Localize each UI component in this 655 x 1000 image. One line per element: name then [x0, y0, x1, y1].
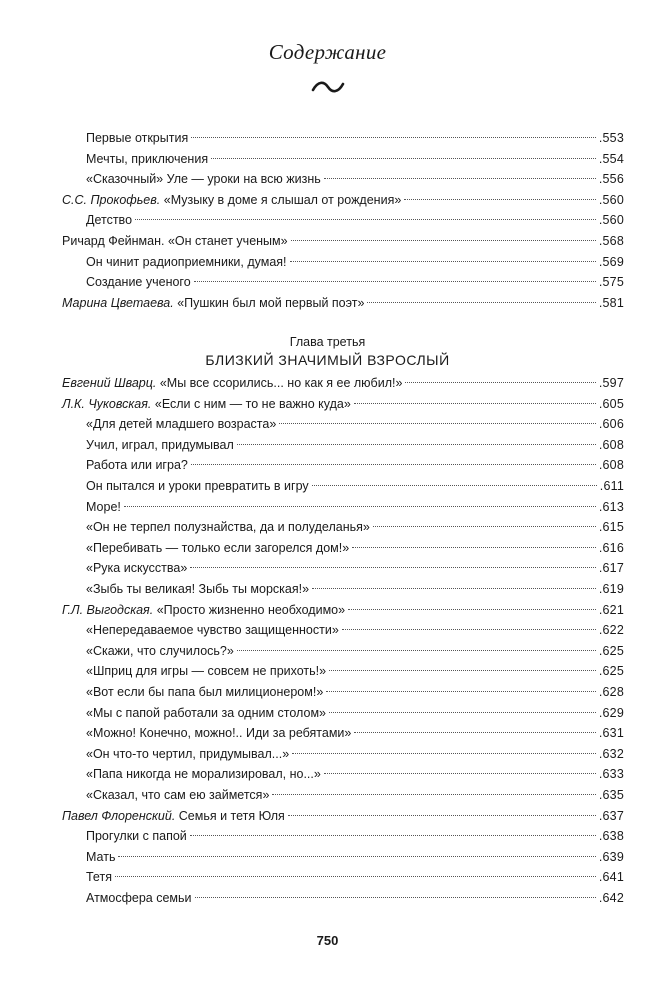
toc-entry-page: .637	[598, 808, 624, 823]
toc-entry-title	[62, 764, 321, 784]
toc-entry-page: .560	[598, 213, 624, 228]
toc-entry-page: .608	[598, 437, 624, 452]
toc-entry-text: «Можно! Конечно, можно!.. Иди за ребятами»	[86, 726, 352, 741]
toc-entry-text: «Для детей младшего возраста»	[86, 417, 277, 432]
leader-dots	[290, 261, 596, 262]
toc-entry-title	[62, 497, 121, 517]
toc-entry-text: Первые открытия	[86, 131, 189, 145]
toc-entry-page: .613	[598, 499, 624, 514]
toc-entry-title	[62, 847, 115, 867]
toc-entry	[62, 293, 624, 313]
toc-entry-page: .638	[598, 829, 624, 844]
toc-entry-text: «Сказочный» Уле — уроки на всю жизнь	[86, 172, 321, 187]
toc-entry-title	[62, 190, 401, 210]
toc-entry-text: «Непередаваемое чувство защищенности»	[86, 623, 339, 638]
toc-entry-author: Марина Цветаева.	[62, 295, 174, 310]
toc-entry-page: .608	[598, 458, 624, 473]
toc-entry-text: Мечты, приключения	[86, 151, 209, 166]
toc-entry-page: .625	[598, 664, 624, 679]
toc-entry-page: .617	[598, 561, 624, 576]
toc-entry	[62, 497, 624, 517]
toc-entry-page: .621	[598, 602, 624, 617]
toc-entry	[62, 149, 624, 169]
toc-entry	[62, 128, 624, 148]
toc-entry-page: .597	[598, 376, 624, 390]
toc-entry	[62, 373, 624, 393]
toc-entry-text: Он чинит радиоприемники, думая!	[86, 254, 287, 269]
toc-entry-title	[62, 620, 339, 640]
toc-entry	[62, 231, 624, 251]
leader-dots	[329, 670, 596, 671]
toc-entry-page: .642	[598, 891, 624, 905]
toc-entry-text: «Пушкин был мой первый поэт»	[173, 295, 365, 310]
toc-entry-page: .606	[598, 417, 624, 432]
toc-entry-page: .569	[598, 254, 624, 269]
toc-entry-title	[62, 703, 326, 723]
toc-entry-text: «Если с ним — то не важно куда»	[151, 396, 351, 411]
toc-entry	[62, 785, 624, 805]
toc-entry	[62, 190, 624, 210]
toc-entry-author: С.С. Прокофьев.	[62, 192, 161, 207]
leader-dots	[373, 526, 596, 527]
toc-entry-title	[62, 579, 309, 599]
toc-entry-text: «Сказал, что сам ею займется»	[86, 788, 270, 802]
leader-dots	[367, 302, 595, 303]
toc-entry-text: Тетя	[86, 870, 112, 885]
leader-dots	[211, 158, 596, 159]
leader-dots	[115, 876, 596, 877]
toc-entry-title	[62, 293, 364, 313]
toc-entry-page: .568	[598, 234, 624, 248]
toc-entry-text: Детство	[86, 213, 133, 228]
toc-entry-title	[62, 455, 188, 475]
toc-entry-page: .556	[598, 172, 624, 187]
toc-entry	[62, 252, 624, 272]
leader-dots	[237, 444, 596, 445]
toc-entry-text: «Шприц для игры — совсем не прихоть!»	[86, 664, 327, 679]
toc-entry-author: Евгений Шварц.	[62, 376, 157, 390]
toc-entry	[62, 414, 624, 434]
toc-entry-page: .625	[598, 643, 624, 658]
toc-entry-title	[62, 538, 349, 558]
toc-entry-page: .581	[598, 295, 624, 310]
toc-entry	[62, 394, 624, 414]
toc-entry-page: .635	[598, 788, 624, 802]
toc-entry	[62, 558, 624, 578]
toc-entry	[62, 764, 624, 784]
toc-entry-page: .641	[598, 870, 624, 885]
toc-entry-page: .605	[598, 396, 624, 411]
toc-entry-page: .633	[598, 767, 624, 782]
toc-entry	[62, 703, 624, 723]
toc-entry-title	[62, 682, 323, 702]
toc-entry-page: .554	[598, 151, 624, 166]
leader-dots	[404, 199, 596, 200]
toc-entry	[62, 620, 624, 640]
leader-dots	[195, 897, 596, 898]
toc-entry	[62, 538, 624, 558]
toc-entry	[62, 744, 624, 764]
toc-entry	[62, 867, 624, 887]
leader-dots	[329, 712, 596, 713]
toc-entry-text: «Папа никогда не морализировал, но...»	[86, 767, 321, 782]
toc-entry	[62, 847, 624, 867]
leader-dots	[312, 588, 596, 589]
toc-entry-text: «Зыбь ты великая! Зыбь ты морская!»	[86, 582, 310, 596]
toc-entry-page: .632	[598, 746, 624, 761]
toc-entry-title	[62, 744, 289, 764]
toc-entry-page: .622	[598, 623, 624, 638]
toc-entry	[62, 476, 624, 496]
toc-entry-text: «Рука искусства»	[86, 561, 188, 576]
page-heading: Содержание	[268, 40, 387, 64]
toc-entry	[62, 641, 624, 661]
toc-entry-text: «Вот если бы папа был милиционером!»	[86, 685, 324, 699]
leader-dots	[324, 178, 596, 179]
leader-dots	[135, 219, 596, 220]
leader-dots	[194, 281, 596, 282]
toc-entry-page: .639	[598, 849, 624, 864]
toc-entry-text: Мать	[86, 849, 116, 864]
toc-entry-text: Семья и тетя Юля	[175, 808, 285, 823]
leader-dots	[118, 856, 595, 857]
toc-entry-page: .631	[598, 726, 624, 741]
toc-entry-title	[62, 785, 269, 805]
toc-entry-text: Работа или игра?	[86, 458, 188, 473]
toc-entry	[62, 682, 624, 702]
toc-entry-text: Он пытался и уроки превратить в игру	[86, 479, 309, 493]
leader-dots	[292, 753, 596, 754]
toc-entry-title	[62, 558, 187, 578]
toc-entry	[62, 661, 624, 681]
chapter-label: Глава третья	[289, 335, 366, 349]
leader-dots	[354, 732, 596, 733]
toc-entry-title	[62, 600, 345, 620]
toc-entry	[62, 435, 624, 455]
page-number: 750	[316, 933, 339, 948]
toc-entry-title	[62, 435, 234, 455]
toc-entry-title	[62, 661, 326, 681]
toc-entry-text: «Просто жизненно необходимо»	[153, 602, 346, 617]
leader-dots	[279, 423, 596, 424]
toc-entry-title	[62, 394, 351, 414]
toc-entry-text: «Музыку в доме я слышал от рождения»	[160, 192, 402, 207]
toc-entry-text: Атмосфера семьи	[86, 891, 192, 905]
toc-entry-author: Г.Л. Выгодская.	[62, 602, 154, 617]
toc-entry-text: Создание ученого	[86, 275, 191, 290]
leader-dots	[288, 815, 596, 816]
toc-entry-page: .628	[598, 685, 624, 699]
leader-dots	[342, 629, 596, 630]
toc-entry-page: .629	[598, 705, 624, 720]
toc-entry	[62, 723, 624, 743]
leader-dots	[324, 773, 596, 774]
toc-entry-title	[62, 867, 112, 887]
toc-entry-author: Павел Флоренский.	[62, 808, 176, 823]
toc-entry	[62, 600, 624, 620]
toc-entry-title	[62, 149, 208, 169]
toc-entry-title	[62, 826, 187, 846]
toc-entry-title	[62, 517, 370, 537]
toc-entry-title	[62, 272, 191, 292]
toc-entry-title	[62, 210, 132, 230]
leader-dots	[348, 609, 596, 610]
toc-entry-page: .619	[598, 582, 624, 596]
leader-dots	[190, 567, 596, 568]
toc-entry-text: Учил, играл, придумывал	[86, 437, 234, 452]
toc-entry	[62, 517, 624, 537]
toc-entry-title	[62, 414, 276, 434]
leader-dots	[124, 506, 596, 507]
toc-entry-text: «Он не терпел полузнайства, да и полуделанья»	[86, 520, 370, 535]
toc-entry	[62, 210, 624, 230]
toc-entry-text: «Скажи, что случилось?»	[86, 643, 234, 658]
toc-entry	[62, 826, 624, 846]
toc-entry-title	[62, 169, 321, 189]
leader-dots	[405, 382, 595, 383]
toc-entry-title	[62, 723, 351, 743]
leader-dots	[191, 137, 596, 138]
toc-entry	[62, 169, 624, 189]
toc-entry-text: «Мы с папой работали за одним столом»	[86, 705, 326, 720]
toc-entry-title	[62, 231, 288, 251]
toc-entry	[62, 888, 624, 908]
toc-entry-title	[62, 476, 309, 496]
toc-entry-text: «Он что-то чертил, придумывал...»	[86, 746, 290, 761]
leader-dots	[237, 650, 596, 651]
toc-entry-page: .615	[598, 520, 624, 535]
toc-entry-text: «Мы все ссорились... но как я ее любил!»	[156, 376, 403, 390]
toc-entry-page: .560	[598, 192, 624, 207]
toc-entry-text: Прогулки с папой	[86, 829, 187, 844]
leader-dots	[291, 240, 596, 241]
toc-entry-page: .611	[599, 479, 624, 493]
toc-entry	[62, 579, 624, 599]
toc-entry-title	[62, 888, 192, 908]
leader-dots	[191, 464, 596, 465]
leader-dots	[326, 691, 596, 692]
chapter-title: БЛИЗКИЙ ЗНАЧИМЫЙ ВЗРОСЛЫЙ	[205, 352, 450, 368]
toc-entry-text: «Перебивать — только если загорелся дом!»	[86, 540, 350, 555]
leader-dots	[352, 547, 596, 548]
toc-entry	[62, 455, 624, 475]
toc-entry	[62, 806, 624, 826]
leader-dots	[354, 403, 596, 404]
leader-dots	[312, 485, 597, 486]
toc-entry-author: Л.К. Чуковская.	[62, 396, 152, 411]
toc-entry-text: Ричард Фейнман. «Он станет ученым»	[62, 234, 288, 248]
toc-entry-title	[62, 128, 188, 148]
toc-entry-title	[62, 806, 285, 826]
toc-entry-page: .575	[598, 275, 624, 290]
toc-entry-title	[62, 641, 234, 661]
toc-entry-title	[62, 373, 402, 393]
leader-dots	[272, 794, 595, 795]
leader-dots	[190, 835, 596, 836]
toc-entry-page: .553	[598, 131, 624, 145]
toc-entry-title	[62, 252, 287, 272]
toc-entry-page: .616	[598, 540, 624, 555]
toc-entry-text: Море!	[86, 499, 121, 514]
toc-entry	[62, 272, 624, 292]
